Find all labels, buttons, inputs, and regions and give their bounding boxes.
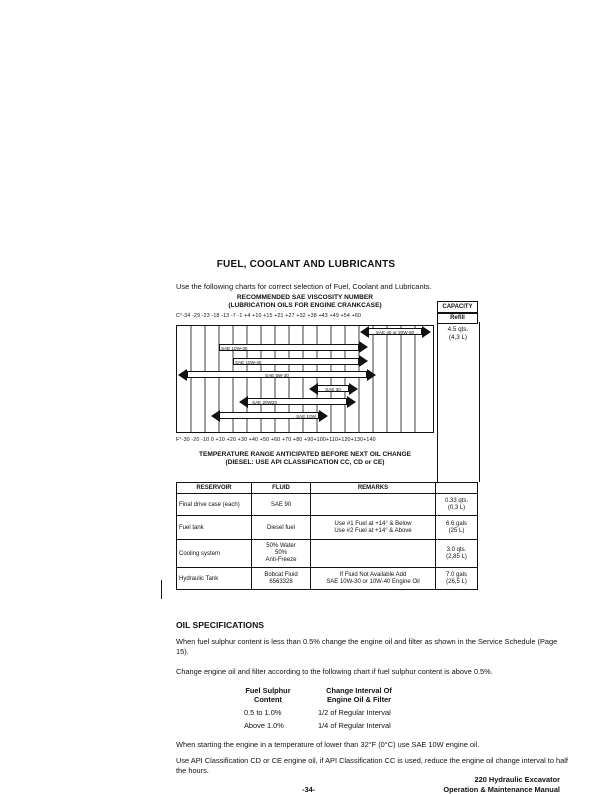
- remarks-cell: [311, 540, 436, 568]
- reservoir-table: [176, 482, 478, 590]
- fluid-cell: [252, 568, 311, 590]
- sulphur-col-header: [244, 686, 292, 704]
- sulphur-row-1: 0.5 to 1.0%: [244, 708, 282, 717]
- viscosity-heading-line2: (LUBRICATION OILS FOR ENGINE CRANKCASE): [228, 302, 382, 309]
- range-arrow-right: [359, 341, 368, 353]
- capacity-header: CAPACITY: [437, 301, 478, 313]
- viscosity-chart: [176, 325, 434, 433]
- temperature-note-line1: TEMPERATURE RANGE ANTICIPATED BEFORE NEXT OIL CHANGE: [198, 451, 412, 458]
- crankcase-capacity: [438, 326, 478, 342]
- fahrenheit-scale: F°-30 -20 -10 0 +10 +20 +30 +40 +50 +60 +70 +80 +90+100+110+120+130+140: [176, 437, 376, 443]
- header-fluid: FLUID: [252, 483, 311, 494]
- viscosity-heading-line1: RECOMMENDED SAE VISCOSITY NUMBER: [236, 294, 374, 301]
- table-header-row: [177, 483, 478, 494]
- fluid-line: 6563328: [269, 578, 293, 585]
- range-arrow-right: [349, 383, 358, 395]
- capacity-value-l: (26,5 L): [446, 578, 467, 585]
- capacity-value-l: (25 L): [448, 527, 465, 534]
- margin-change-bar: [161, 580, 162, 599]
- crankcase-capacity-qts: 4.5 qts.: [447, 326, 469, 333]
- range-arrow-right: [422, 326, 431, 338]
- capacity-cell: [436, 494, 478, 516]
- oil-paragraph-3: When starting the engine in a temperature of lower than 32°F (0°C) use SAE 10W engine oil.: [176, 740, 480, 749]
- range-sae-10w40: SAE 10W-40: [233, 358, 359, 365]
- range-sae-30: SAE 30: [317, 385, 349, 392]
- capacity-column: [437, 322, 480, 482]
- fluid-cell: [252, 540, 311, 568]
- fluid-line: Bobcat Fluid: [264, 571, 298, 578]
- range-arrow-right: [347, 396, 356, 408]
- capacity-cell: [436, 540, 478, 568]
- range-arrow-right: [367, 369, 376, 381]
- capacity-cell: [436, 568, 478, 590]
- interval-row-1: 1/2 of Regular Interval: [318, 708, 391, 717]
- header-capacity: [436, 483, 478, 494]
- temperature-note: [176, 451, 434, 467]
- oil-paragraph-1: When fuel sulphur content is less than 0.5% change the engine oil and filter as shown in the Service Schedule (Page 15).: [176, 637, 558, 656]
- capacity-value-l: (0,3 L): [447, 504, 466, 511]
- header-reservoir: RESERVOIR: [177, 483, 252, 494]
- remarks-line: Use #2 Fuel at +14° & Above: [334, 527, 412, 534]
- sulphur-row-2: Above 1.0%: [244, 721, 284, 730]
- reservoir-cell: Fuel tank: [177, 516, 252, 540]
- sulphur-col-header-2: Content: [254, 695, 282, 704]
- footer-model: 220 Hydraulic Excavator: [474, 775, 560, 784]
- table-row: [177, 494, 478, 516]
- interval-row-2: 1/4 of Regular Interval: [318, 721, 391, 730]
- temperature-note-line2: (DIESEL: USE API CLASSIFICATION CC, CD or CE): [225, 459, 385, 466]
- range-sae-10w30: SAE 10W-30: [219, 344, 359, 351]
- table-row: [177, 568, 478, 590]
- remarks-line: Use #1 Fuel at +14° & Below: [334, 520, 412, 527]
- oil-paragraph-4: Use API Classification CD or CE engine oil, if API Classification CC is used, reduce the engine oil change interval to half the hours.: [176, 756, 568, 775]
- range-sae-20w20: SAE 20W20: [247, 398, 347, 405]
- page-number: -34-: [302, 785, 316, 794]
- remarks-line: SAE 10W-30 or 10W-40 Engine Oil: [326, 578, 420, 585]
- capacity-cell: [436, 516, 478, 540]
- interval-col-header-2: Engine Oil & Filter: [326, 695, 392, 704]
- reservoir-cell: Final drive case (each): [177, 494, 252, 516]
- header-remarks: REMARKS: [311, 483, 436, 494]
- oil-spec-heading: OIL SPECIFICATIONS: [176, 620, 265, 630]
- capacity-refill: Refill: [437, 313, 478, 324]
- crankcase-capacity-l: (4,3 L): [448, 334, 468, 341]
- range-arrow-left: [178, 369, 187, 381]
- range-arrow-right: [319, 410, 328, 422]
- page-title: FUEL, COOLANT AND LUBRICANTS: [216, 259, 396, 270]
- fluid-line: 50%: [274, 550, 287, 556]
- table-row: [177, 540, 478, 568]
- range-arrow-right: [359, 355, 368, 367]
- capacity-value: 6.6 gals: [445, 520, 467, 527]
- range-sae-5w30: SAE 5W-30: [187, 371, 367, 378]
- fluid-cell: SAE 90: [252, 494, 311, 516]
- range-sae-40: SAE 40 or 20W-50: [368, 328, 422, 335]
- interval-col-header-1: Change Interval Of: [326, 686, 392, 695]
- capacity-value: 3.0 qts.: [446, 546, 467, 553]
- remarks-cell: [311, 568, 436, 590]
- oil-paragraph-2: Change engine oil and filter according to the following chart if fuel sulphur content is above 0.5%.: [176, 667, 493, 676]
- table-row: [177, 516, 478, 540]
- intro-text: Use the following charts for correct selection of Fuel, Coolant and Lubricants.: [176, 282, 432, 291]
- celsius-scale: C°-34 -29 -23 -18 -13 -7 -1 +4 +10 +15 +21 +27 +32 +38 +43 +49 +54 +60: [176, 313, 362, 319]
- reservoir-cell: Hydraulic Tank: [177, 568, 252, 590]
- reservoir-cell: Cooling system: [177, 540, 252, 568]
- remarks-line: If Fluid Not Available Add: [339, 571, 407, 578]
- fluid-cell: Diesel fuel: [252, 516, 311, 540]
- viscosity-heading: [176, 294, 434, 310]
- fluid-line: Anti-Freeze: [265, 557, 297, 563]
- capacity-value: 7.0 gals: [445, 571, 467, 578]
- footer-manual: Operation & Maintenance Manual: [443, 785, 560, 794]
- range-sae-10w: SAE 10W: [219, 412, 319, 419]
- sulphur-col-header-1: Fuel Sulphur: [245, 686, 291, 695]
- capacity-value: 0.33 qts.: [444, 497, 468, 504]
- remarks-cell: [311, 494, 436, 516]
- interval-col-header: [318, 686, 400, 704]
- fluid-line: 50% Water: [266, 543, 296, 549]
- capacity-value-l: (2,85 L): [446, 553, 467, 560]
- remarks-cell: [311, 516, 436, 540]
